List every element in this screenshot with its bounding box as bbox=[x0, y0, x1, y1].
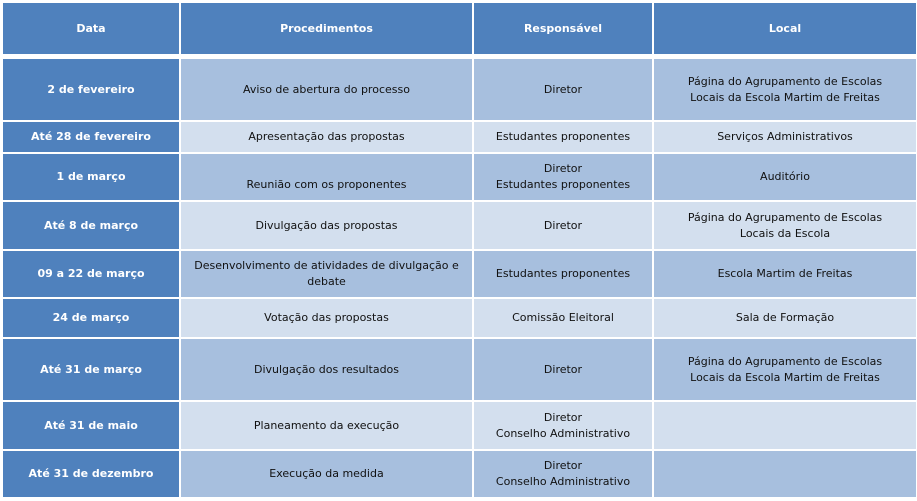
responsible-cell bbox=[474, 251, 652, 297]
location-cell-line: Sala de Formação bbox=[735, 311, 835, 324]
responsible-cell-line: Estudantes proponentes bbox=[495, 178, 631, 191]
table-row bbox=[3, 59, 916, 120]
location-cell bbox=[654, 202, 916, 249]
responsible-cell bbox=[474, 154, 652, 200]
responsible-cell-line: Diretor bbox=[543, 218, 583, 232]
table-row bbox=[3, 299, 916, 337]
location-cell bbox=[654, 299, 916, 337]
date-cell: Até 31 de maio bbox=[3, 402, 179, 449]
procedure-cell bbox=[181, 299, 472, 337]
procedure-cell bbox=[181, 154, 472, 200]
procedure-cell-line bbox=[185, 161, 468, 177]
responsible-cell bbox=[474, 202, 652, 249]
header-data: Data bbox=[3, 3, 179, 54]
location-cell-line: Escola Martim de Freitas bbox=[717, 267, 853, 280]
procedure-cell-line: Reunião com os proponentes bbox=[246, 178, 407, 191]
procedure-cell-line: Votação das propostas bbox=[264, 311, 389, 324]
location-cell bbox=[654, 402, 916, 449]
table-row bbox=[3, 339, 916, 400]
responsible-cell-line: Diretor bbox=[543, 410, 583, 424]
location-cell-line: Locais da Escola Martim de Freitas bbox=[690, 90, 880, 104]
responsible-cell-line: Estudantes proponentes bbox=[495, 130, 631, 143]
responsible-cell bbox=[474, 122, 652, 152]
responsible-cell bbox=[474, 451, 652, 497]
table-row bbox=[3, 451, 916, 497]
date-cell: 2 de fevereiro bbox=[3, 59, 179, 120]
responsible-cell-line: Diretor bbox=[543, 162, 583, 175]
table-row bbox=[3, 202, 916, 249]
procedure-cell-line: Apresentação das propostas bbox=[248, 130, 405, 143]
procedure-cell-line: debate bbox=[307, 275, 346, 288]
location-cell-line: Serviços Administrativos bbox=[717, 130, 853, 143]
table-row bbox=[3, 154, 916, 200]
schedule-table bbox=[1, 1, 917, 496]
location-cell bbox=[654, 251, 916, 297]
location-cell bbox=[654, 122, 916, 152]
procedure-cell-line: Divulgação das propostas bbox=[255, 218, 398, 232]
location-cell bbox=[654, 339, 916, 400]
responsible-cell-line: Diretor bbox=[543, 362, 583, 376]
responsible-cell-line: Conselho Administrativo bbox=[495, 426, 631, 440]
procedure-cell bbox=[181, 202, 472, 249]
location-cell-line: Locais da Escola Martim de Freitas bbox=[690, 370, 880, 384]
table-row bbox=[3, 251, 916, 297]
procedure-cell bbox=[181, 59, 472, 120]
location-cell bbox=[654, 154, 916, 200]
responsible-cell-line: Diretor bbox=[543, 459, 583, 472]
procedure-cell bbox=[181, 402, 472, 449]
date-cell: Até 31 de dezembro bbox=[3, 451, 179, 497]
responsible-cell bbox=[474, 402, 652, 449]
responsible-cell-line: Comissão Eleitoral bbox=[512, 311, 614, 324]
responsible-cell-line: Conselho Administrativo bbox=[495, 475, 631, 488]
responsible-cell-line: Estudantes proponentes bbox=[495, 267, 631, 280]
date-cell: 09 a 22 de março bbox=[3, 251, 179, 297]
header-responsavel: Responsável bbox=[474, 3, 652, 54]
procedure-cell bbox=[181, 451, 472, 497]
responsible-cell-line: Diretor bbox=[543, 82, 583, 96]
date-cell: 1 de março bbox=[3, 154, 179, 200]
location-cell-line: Auditório bbox=[760, 170, 810, 183]
procedure-cell bbox=[181, 251, 472, 297]
header-procedimentos: Procedimentos bbox=[181, 3, 472, 54]
procedure-cell-line: Execução da medida bbox=[269, 467, 384, 480]
procedure-cell-line: Desenvolvimento de atividades de divulgação e bbox=[194, 259, 459, 272]
location-cell bbox=[654, 59, 916, 120]
responsible-cell bbox=[474, 339, 652, 400]
responsible-cell bbox=[474, 299, 652, 337]
header-local: Local bbox=[654, 3, 916, 54]
date-cell: Até 8 de março bbox=[3, 202, 179, 249]
responsible-cell bbox=[474, 59, 652, 120]
date-cell: Até 31 de março bbox=[3, 339, 179, 400]
date-cell: 24 de março bbox=[3, 299, 179, 337]
location-cell-line: Página do Agrupamento de Escolas bbox=[687, 74, 883, 88]
table-row bbox=[3, 122, 916, 152]
procedure-cell-line: Divulgação dos resultados bbox=[253, 362, 400, 376]
header-row bbox=[3, 3, 916, 54]
location-cell bbox=[654, 451, 916, 497]
procedure-cell bbox=[181, 122, 472, 152]
location-cell-line: Página do Agrupamento de Escolas bbox=[687, 354, 883, 368]
procedure-cell-line: Aviso de abertura do processo bbox=[243, 82, 410, 96]
table-row bbox=[3, 402, 916, 449]
location-cell-line: Página do Agrupamento de Escolas bbox=[687, 210, 883, 224]
date-cell: Até 28 de fevereiro bbox=[3, 122, 179, 152]
procedure-cell bbox=[181, 339, 472, 400]
location-cell-line: Locais da Escola bbox=[739, 226, 831, 240]
procedure-cell-line: Planeamento da execução bbox=[253, 418, 400, 432]
